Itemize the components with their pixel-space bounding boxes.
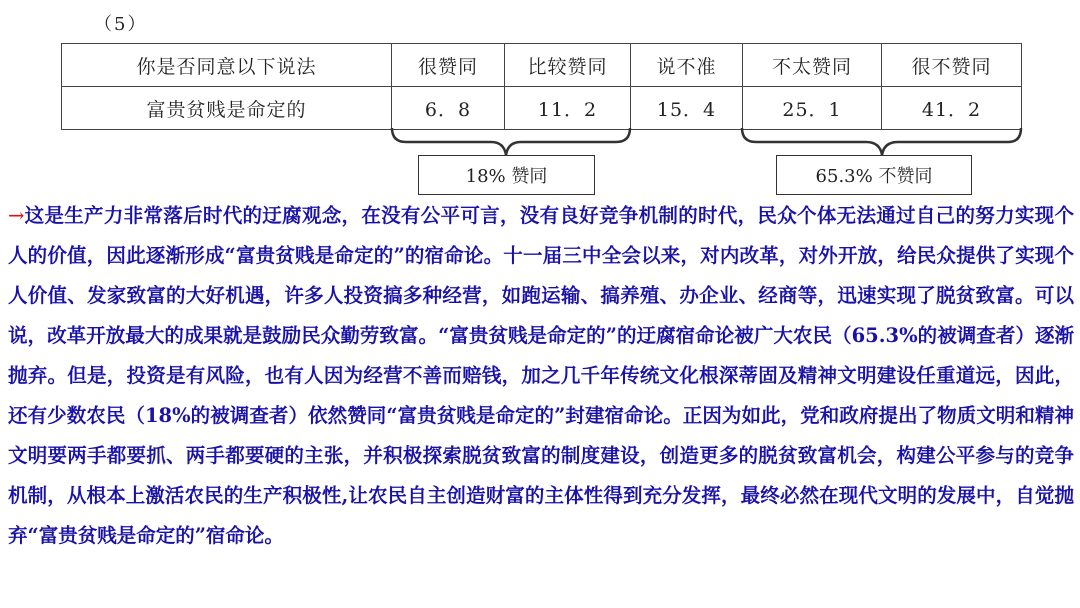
cell-somewhat-disagree: 25．1 [743, 87, 882, 130]
cell-unsure: 15．4 [631, 87, 743, 130]
arrow-icon: → [8, 204, 25, 227]
cell-strongly-agree: 6．8 [392, 87, 505, 130]
agree-summary-box: 18% 赞同 [418, 155, 595, 195]
header-statement: 你是否同意以下说法 [62, 44, 392, 87]
row-statement: 富贵贫贱是命定的 [62, 87, 392, 130]
cell-somewhat-agree: 11．2 [505, 87, 631, 130]
question-number: （5） [94, 14, 148, 35]
header-somewhat-agree: 比较赞同 [505, 44, 631, 87]
header-somewhat-disagree: 不太赞同 [743, 44, 882, 87]
header-strongly-agree: 很赞同 [392, 44, 505, 87]
header-strongly-disagree: 很不赞同 [882, 44, 1022, 87]
header-unsure: 说不准 [631, 44, 743, 87]
disagree-brace [742, 128, 1021, 155]
disagree-summary-box: 65.3% 不赞同 [776, 155, 972, 195]
agree-brace [392, 128, 630, 155]
commentary-paragraph [8, 196, 1074, 556]
commentary-text: 这是生产力非常落后时代的迂腐观念，在没有公平可言，没有良好竞争机制的时代，民众个体无法通过自己的努力实现个人的价值，因此逐渐形成“富贵贫贱是命定的”的宿命论。十一届三中全会以来，对内改革，对外开放，给民众提供了实现个人价值、发家致富的大好机遇，许多人投资搞多种经营，如跑运输、搞养殖、办企业、经商等，迅速实现了脱贫致富。可以说，改革开放最大的成果就是鼓励民众勤劳致富。“富贵贫贱是命定的”的迂腐宿命论被广大农民（65.3%的被调查者）逐渐抛弃。但是，投资是有风险，也有人因为经营不善而赔钱，加之几千年传统文化根深蒂固及精神文明建设任重道远，因此，还有少数农民（18%的被调查者）依然赞同“富贵贫贱是命定的”封建宿命论。正因为如此，党和政府提出了物质文明和精神文明要两手都要抓、两手都要硬的主张，并积极探索脱贫致富的制度建设，创造更多的脱贫致富机会，构建公平参与的竞争机制，从根本上激活农民的生产积极性,让农民自主创造财富的主体性得到充分发挥，最终必然在现代文明的发展中，自觉抛弃“富贵贫贱是命定的”宿命论。 [8, 204, 1074, 547]
cell-strongly-disagree: 41．2 [882, 87, 1022, 130]
